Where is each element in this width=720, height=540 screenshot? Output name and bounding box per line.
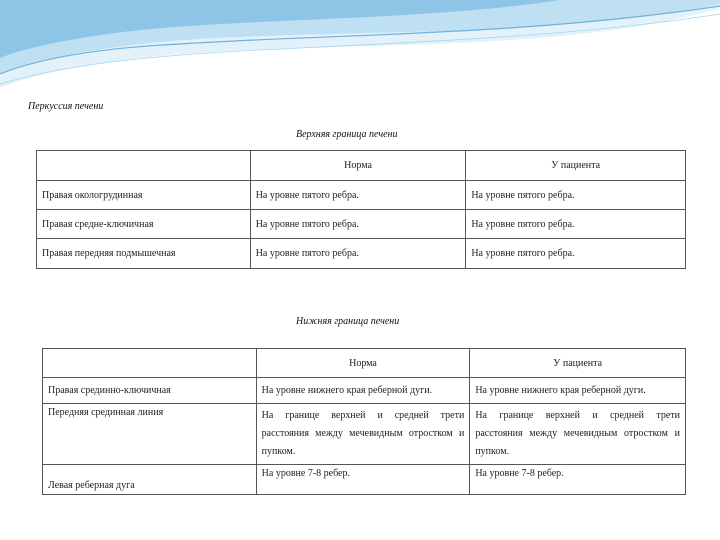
table-row xyxy=(43,404,686,465)
norm-value: На уровне пятого ребра. xyxy=(250,239,466,269)
page-title: Перкуссия печени xyxy=(28,101,104,112)
table-header-row xyxy=(43,349,686,378)
upper-border-table xyxy=(36,150,686,269)
patient-value: На уровне 7-8 ребер. xyxy=(470,465,686,495)
line-name: Правая передняя подмышечная xyxy=(37,239,251,269)
patient-value: На уровне пятого ребра. xyxy=(466,181,686,210)
header-cell-line xyxy=(43,349,257,378)
norm-value: На уровне нижнего края реберной дуги. xyxy=(256,378,470,404)
header-cell-patient: У пациента xyxy=(466,151,686,181)
header-cell-line xyxy=(37,151,251,181)
table-header-row xyxy=(37,151,686,181)
header-cell-patient: У пациента xyxy=(470,349,686,378)
norm-value: На уровне пятого ребра. xyxy=(250,181,466,210)
decorative-wave-header xyxy=(0,0,720,90)
upper-border-heading: Верхняя граница печени xyxy=(296,129,398,140)
line-name: Правая средне-ключичная xyxy=(37,210,251,239)
line-name: Передняя срединная линия xyxy=(43,404,257,465)
header-cell-norm: Норма xyxy=(250,151,466,181)
patient-value: На уровне пятого ребра. xyxy=(466,210,686,239)
norm-value: На границе верхней и средней трети расстояния между мечевидным отростком и пупком. xyxy=(256,404,470,465)
header-cell-norm: Норма xyxy=(256,349,470,378)
line-name: Правая окологрудинная xyxy=(37,181,251,210)
table-row xyxy=(43,465,686,495)
table-row xyxy=(37,239,686,269)
table-row xyxy=(43,378,686,404)
patient-value: На границе верхней и средней трети расстояния между мечевидным отростком и пупком. xyxy=(470,404,686,465)
lower-border-table xyxy=(42,348,686,495)
lower-border-heading: Нижняя граница печени xyxy=(296,316,400,327)
table-row xyxy=(37,210,686,239)
norm-value: На уровне пятого ребра. xyxy=(250,210,466,239)
patient-value: На уровне пятого ребра. xyxy=(466,239,686,269)
line-name: Правая срединно-ключичная xyxy=(43,378,257,404)
table-row xyxy=(37,181,686,210)
line-name: Левая реберная дуга xyxy=(43,465,257,495)
patient-value: На уровне нижнего края реберной дуги. xyxy=(470,378,686,404)
norm-value: На уровне 7-8 ребер. xyxy=(256,465,470,495)
